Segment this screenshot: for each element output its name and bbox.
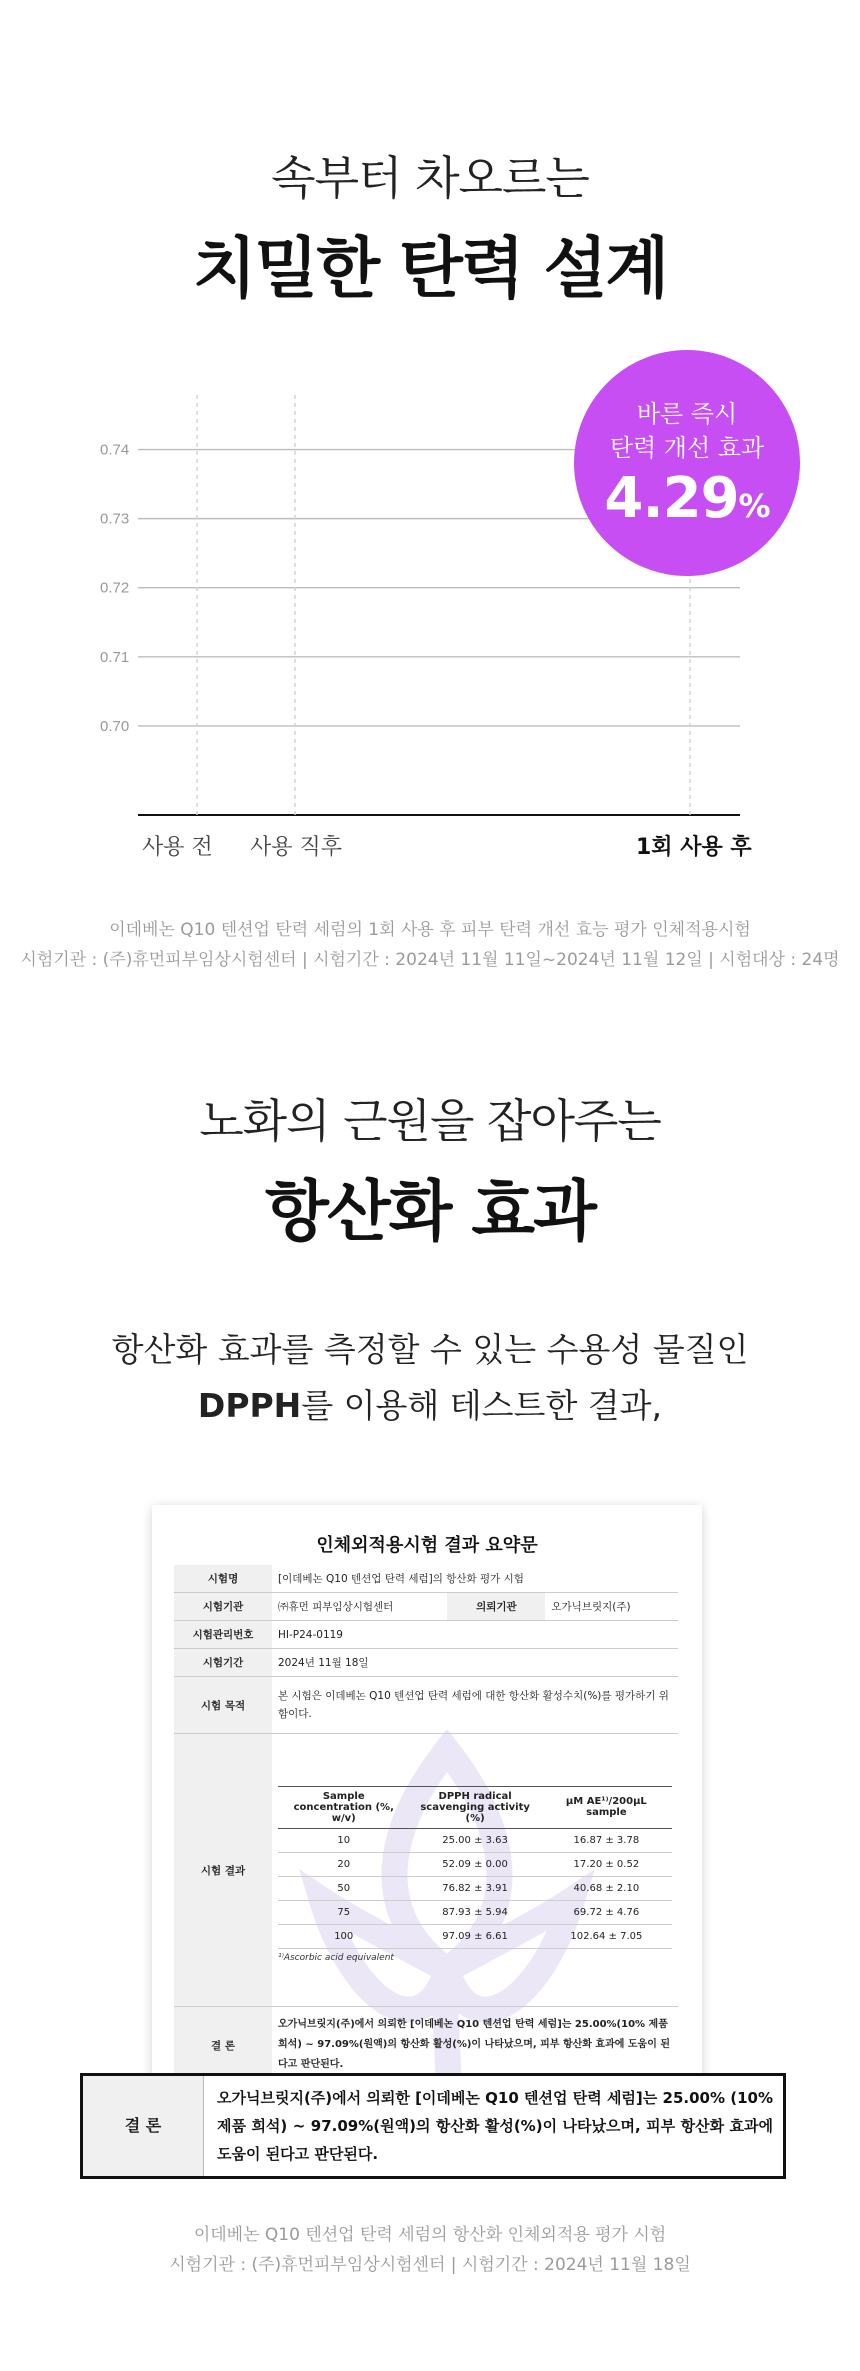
table-cell: 100 xyxy=(278,1924,409,1948)
table-cell: 52.09 ± 0.00 xyxy=(409,1852,540,1876)
document-title: 인체외적용시험 결과 요약문 xyxy=(316,1535,538,1556)
section2-subtitle: 노화의 근원을 잡아주는 xyxy=(199,1094,661,1148)
table-cell: 87.93 ± 5.94 xyxy=(409,1900,540,1924)
table-cell: 20 xyxy=(278,1852,409,1876)
badge-unit: % xyxy=(738,487,770,525)
study-note-2-line2: 시험기관 : (주)휴먼피부임상시험센터 | 시험기간 : 2024년 11월 18일 xyxy=(169,2255,691,2275)
period-label: 시험기간 xyxy=(174,1649,272,1677)
mgmt-value: HI-P24-0119 xyxy=(272,1621,678,1649)
badge-line1: 바른 즉시 xyxy=(636,400,738,428)
table-footnote: ¹⁾Ascorbic acid equivalent xyxy=(278,1952,394,1963)
table-cell: 16.87 ± 3.78 xyxy=(541,1828,672,1852)
test-name-label: 시험명 xyxy=(174,1565,272,1593)
improvement-badge xyxy=(574,350,800,576)
y-tick-label: 0.73 xyxy=(100,510,130,528)
col-header-dpph: DPPH radical scavenging activity (%) xyxy=(409,1786,540,1828)
y-tick-label: 0.70 xyxy=(100,717,130,735)
table-row xyxy=(278,1900,672,1924)
doc-conclusion-value: 오가닉브릿지(주)에서 의뢰한 [이데베논 Q10 텐션업 탄력 세럼]는 25.00%(10% 제품 희석) ~ 97.09%(원액)의 항산화 활성(%)이 나타났으며, 피부 항산화 효과에 도움이 된다고 판단된다. xyxy=(272,2007,678,2084)
conclusion-label: 결 론 xyxy=(83,2076,204,2176)
table-cell: 102.64 ± 7.05 xyxy=(541,1924,672,1948)
study-note-1-line2: 시험기관 : (주)휴먼피부임상시험센터 | 시험기간 : 2024년 11월 11일~2024년 11월 12일 | 시험대상 : 24명 xyxy=(20,950,840,970)
conclusion-highlight xyxy=(80,2073,786,2179)
client-label: 의뢰기관 xyxy=(447,1593,545,1621)
badge-value xyxy=(574,466,800,531)
dpph-term: DPPH xyxy=(197,1386,302,1425)
summary-table xyxy=(174,1565,678,2084)
table-cell: 40.68 ± 2.10 xyxy=(541,1876,672,1900)
table-row xyxy=(278,1852,672,1876)
table-row xyxy=(278,1876,672,1900)
table-cell: 97.09 ± 6.61 xyxy=(409,1924,540,1948)
org-value: ㈜휴먼 피부임상시험센터 xyxy=(272,1593,447,1621)
col-header-ae: µM AE¹⁾/200µL sample xyxy=(541,1786,672,1828)
x-label-before: 사용 전 xyxy=(142,835,213,860)
mgmt-label: 시험관리번호 xyxy=(174,1621,272,1649)
table-cell: 25.00 ± 3.63 xyxy=(409,1828,540,1852)
section2-title: 항산화 효과 xyxy=(265,1173,595,1250)
result-label: 시험 결과 xyxy=(174,1734,272,2007)
dpph-result-table xyxy=(278,1786,672,1949)
badge-number: 4.29 xyxy=(604,466,739,531)
study-note-1-line1: 이데베논 Q10 텐션업 탄력 세럼의 1회 사용 후 피부 탄력 개선 효능 평가 인체적용시험 xyxy=(109,920,751,940)
section1-title: 치밀한 탄력 설계 xyxy=(192,230,668,307)
study-note-2-line1: 이데베논 Q10 텐션업 탄력 세럼의 항산화 인체외적용 평가 시험 xyxy=(193,2225,667,2245)
badge-line2: 탄력 개선 효과 xyxy=(609,434,765,462)
purpose-label: 시험 목적 xyxy=(174,1677,272,1734)
client-value: 오가닉브릿지(주) xyxy=(545,1593,678,1621)
section2-desc-line1: 항산화 효과를 측정할 수 있는 수용성 물질인 xyxy=(111,1330,749,1369)
table-row xyxy=(278,1924,672,1948)
y-tick-label: 0.72 xyxy=(100,579,130,597)
section2-description xyxy=(0,1322,860,1434)
table-cell: 17.20 ± 0.52 xyxy=(541,1852,672,1876)
x-label-right-after: 사용 직후 xyxy=(250,835,343,860)
purpose-value: 본 시험은 이데베논 Q10 텐션업 탄력 세럼에 대한 항산화 활성수치(%)를 평가하기 위함이다. xyxy=(272,1677,678,1734)
table-cell: 75 xyxy=(278,1900,409,1924)
doc-conclusion-label: 결 론 xyxy=(174,2007,272,2084)
org-label: 시험기관 xyxy=(174,1593,272,1621)
section2-desc-line2 xyxy=(0,1378,860,1434)
table-cell: 69.72 ± 4.76 xyxy=(541,1900,672,1924)
period-value: 2024년 11월 18일 xyxy=(272,1649,678,1677)
table-cell: 10 xyxy=(278,1828,409,1852)
section2-desc-line2-rest: 를 이용해 테스트한 결과, xyxy=(301,1386,663,1425)
conclusion-text: 오가닉브릿지(주)에서 의뢰한 [이데베논 Q10 텐션업 탄력 세럼]는 25.00% (10% 제품 희석) ~ 97.09%(원액)의 항산화 활성(%)이 나타났으며, 피부 항산화 효과에 도움이 된다고 판단된다. xyxy=(217,2089,773,2163)
table-cell: 50 xyxy=(278,1876,409,1900)
table-row xyxy=(278,1828,672,1852)
y-tick-label: 0.71 xyxy=(100,648,130,666)
study-note-2 xyxy=(0,2220,860,2280)
test-result-document xyxy=(152,1505,702,2105)
col-header-concentration: Sample concentration (%, w/v) xyxy=(278,1786,409,1828)
study-note-1 xyxy=(0,915,860,975)
result-cell xyxy=(272,1734,678,2007)
table-cell: 76.82 ± 3.91 xyxy=(409,1876,540,1900)
test-name-value: [이데베논 Q10 텐션업 탄력 세럼]의 항산화 평가 시험 xyxy=(272,1565,678,1593)
x-label-after-one-use: 1회 사용 후 xyxy=(636,835,752,860)
section1-subtitle: 속부터 차오르는 xyxy=(271,151,589,205)
y-tick-label: 0.74 xyxy=(100,441,130,459)
